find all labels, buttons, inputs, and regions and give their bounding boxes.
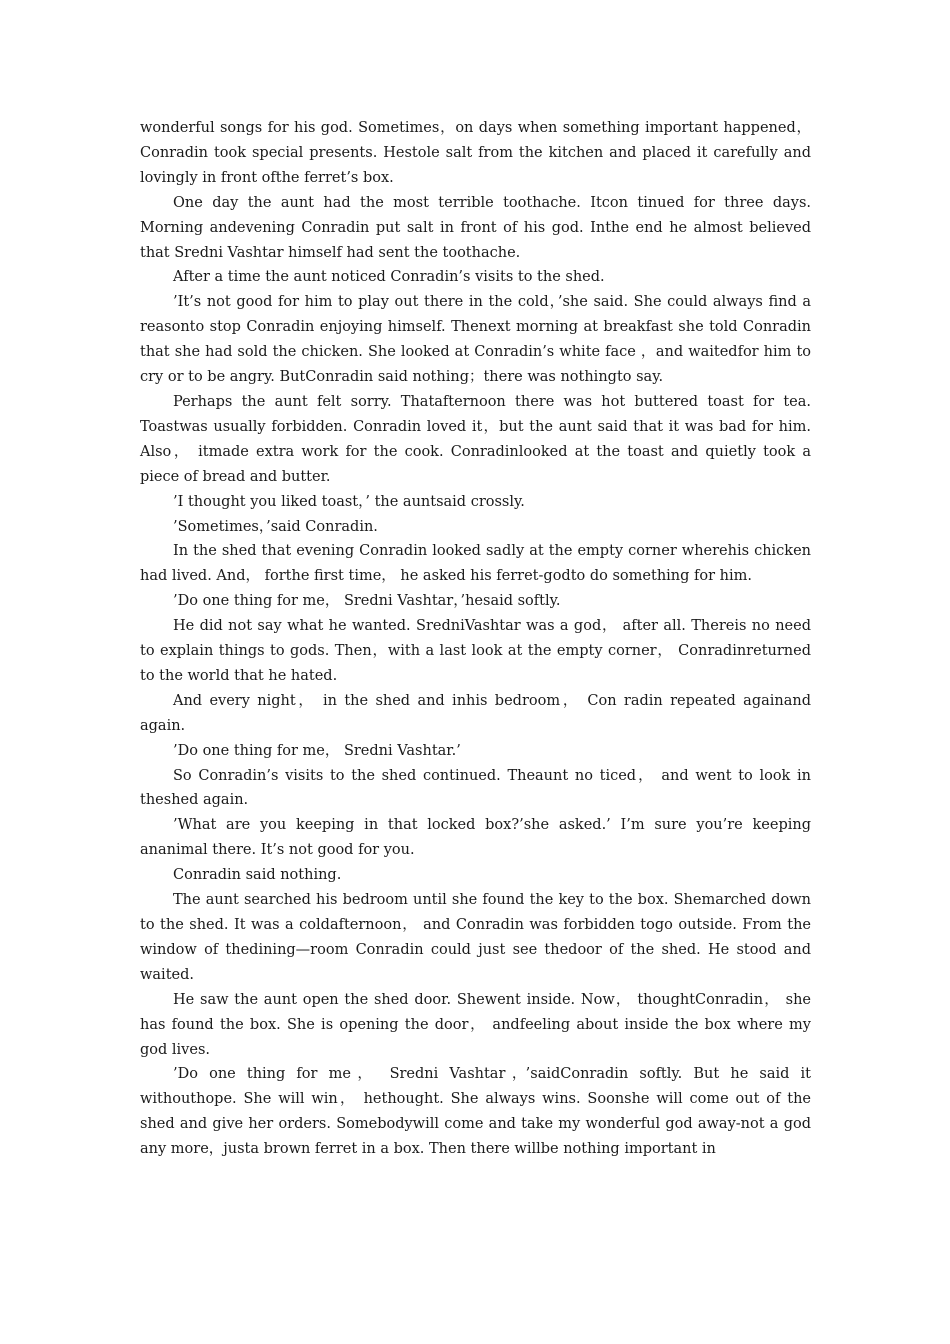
paragraph: ’Do one thing for me， Sredni Vashtar.’: [173, 742, 461, 759]
paragraph: ’Do one thing for me， Sredni Vashtar，’hesaid softly.: [173, 593, 561, 610]
paragraph: He saw the aunt open the shed door. Shewent inside. Now， thoughtConradin， she has found the box. She is opening the door， andfeeling about inside the box where my god lives.: [140, 991, 811, 1058]
paragraph: So Conradin’s visits to the shed continued. Theaunt no ticed， and went to look in theshed again.: [140, 767, 811, 809]
paragraph: The aunt searched his bedroom until she found the key to the box. Shemarched down to the shed. It was a coldafternoon， and Conradin was forbidden togo outside. From the window of thedining—room Conradin could just see thedoor of the shed. He stood and waited.: [140, 892, 811, 983]
paragraph: ’Do one thing for me， Sredni Vashtar，’saidConradin softly. But he said it withouthope. She will win， hethought. She always wins. Soonshe will come out of the shed and give her orders. Somebodywill come and take my wonderful god away-not a god any more，justa brown ferret in a box. Then there willbe nothing important in: [140, 1066, 811, 1158]
paragraph: ’It’s not good for him to play out there in the cold，’she said. She could always find a reasonto stop Conradin enjoying himself. Thenext morning at breakfast she told Conradin that she had sold the chicken. She looked at Conradin’s white face ，and waitedfor him to cry or to be angry. ButConradin said nothing；there was nothingto say.: [140, 294, 811, 386]
paragraph: After a time the aunt noticed Conradin’s visits to the shed.: [173, 269, 605, 286]
paragraph: ’Sometimes，’said Conradin.: [173, 518, 378, 535]
paragraph: In the shed that evening Conradin looked sadly at the empty corner wherehis chicken had lived. And， forthe first time， he asked his ferret-godto do something for him.: [140, 543, 811, 585]
paragraph: ’I thought you liked toast，’ the auntsaid crossly.: [173, 493, 525, 510]
paragraph: wonderful songs for his god. Sometimes，on days when something important happened，Conradin took special presents. Hestole salt from the kitchen and placed it carefully and lovingly in front ofthe ferret’s box.: [140, 120, 811, 186]
paragraph: And every night， in the shed and inhis bedroom， Con radin repeated againand again.: [140, 692, 811, 734]
paragraph: Perhaps the aunt felt sorry. Thatafternoon there was hot buttered toast for tea. Toastwas usually forbidden. Conradin loved it，but the aunt said that it was bad for him. Also， itmade extra work for the cook. Conradinlooked at the toast and quietly took a piece of bread and butter.: [140, 393, 811, 485]
paragraph: One day the aunt had the most terrible toothache. Itcon tinued for three days. Morning andevening Conradin put salt in front of his god. Inthe end he almost believed that Sredni Vashtar himself had sent the toothache.: [140, 194, 811, 261]
paragraph: Conradin said nothing.: [173, 867, 342, 884]
story-text: [140, 116, 811, 1162]
paragraph: He did not say what he wanted. SredniVashtar was a god， after all. Thereis no need to explain things to gods. Then，with a last look at the empty corner， Conradinreturned to the world that he hated.: [140, 618, 811, 684]
paragraph: ’What are you keeping in that locked box?’she asked.’ I’m sure you’re keeping ananimal there. It’s not good for you.: [140, 817, 811, 859]
